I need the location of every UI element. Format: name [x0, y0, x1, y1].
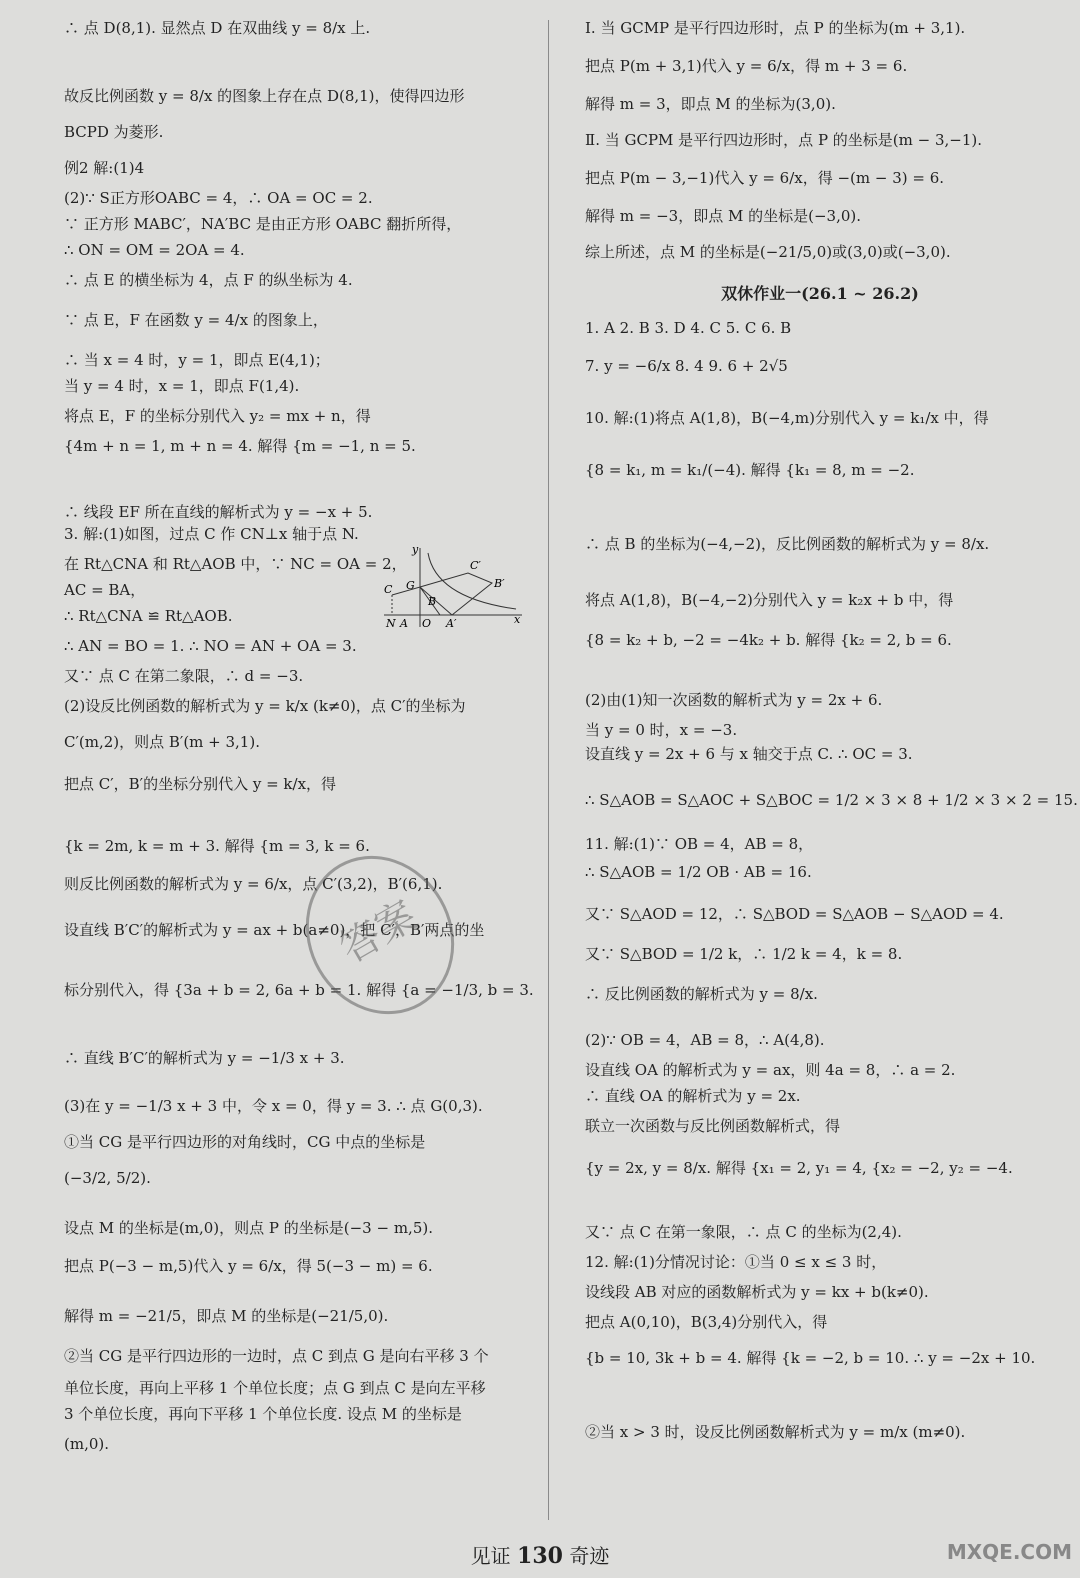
left-lines-text-line: ∴ Rt△CNA ≌ Rt△AOB. [64, 607, 233, 625]
left-lines-text-line: 3 个单位长度，再向下平移 1 个单位长度. 设点 M 的坐标是 [64, 1405, 462, 1423]
footer-suffix: 奇迹 [569, 1544, 610, 1568]
left-lines-text-line: ∴ 当 x = 4 时，y = 1，即点 E(4,1)； [64, 351, 330, 369]
right-lines-text-line: 又∵ S△BOD = 1/2 k，∴ 1/2 k = 4，k = 8. [585, 945, 903, 963]
left-lines-text-line: 解得 m = −21/5，即点 M 的坐标是(−21/5,0). [64, 1307, 389, 1325]
left-lines-text-line: ∴ AN = BO = 1. ∴ NO = AN + OA = 3. [64, 637, 357, 655]
site-watermark: MXQE.COM [946, 1540, 1072, 1564]
fig-label-n: N [386, 617, 396, 630]
page-footer [0, 1540, 1080, 1569]
left-lines-text-line: 又∵ 点 C 在第二象限，∴ d = −3. [64, 667, 304, 685]
right-lines-text-line: 设线段 AB 对应的函数解析式为 y = kx + b(k≠0). [585, 1283, 929, 1301]
left-lines-text-line: 则反比例函数的解析式为 y = 6/x，点 C′(3,2)，B′(6,1). [64, 875, 443, 893]
right-lines-text-line: ∴ S△AOB = S△AOC + S△BOC = 1/2 × 3 × 8 + 1/2 × 3 × 2 = 15. [585, 791, 1078, 809]
left-lines-text-line: 把点 P(−3 − m,5)代入 y = 6/x，得 5(−3 − m) = 6. [64, 1257, 433, 1275]
right-lines-text-line: 1. A 2. B 3. D 4. C 5. C 6. B [585, 319, 792, 337]
right-lines-text-line: 把点 P(m + 3,1)代入 y = 6/x，得 m + 3 = 6. [585, 57, 908, 75]
right-lines-text-line: 12. 解:(1)分情况讨论：①当 0 ≤ x ≤ 3 时， [585, 1253, 887, 1271]
fig-label-a-prime: A′ [446, 617, 457, 630]
right-lines-text-line: {b = 10, 3k + b = 4. 解得 {k = −2, b = 10. ∴ y = −2x + 10. [585, 1349, 1036, 1367]
right-lines-text-line: 又∵ S△AOD = 12，∴ S△BOD = S△AOB − S△AOD = 4. [585, 905, 1004, 923]
right-lines-text-line: 把点 A(0,10)，B(3,4)分别代入，得 [585, 1313, 828, 1331]
right-lines-text-line: 解得 m = 3，即点 M 的坐标为(3,0). [585, 95, 836, 113]
right-lines-text-line: 又∵ 点 C 在第一象限，∴ 点 C 的坐标为(2,4). [585, 1223, 902, 1241]
left-lines-text-line: 单位长度，再向上平移 1 个单位长度；点 G 到点 C 是向左平移 [64, 1379, 486, 1397]
left-lines-text-line: ∴ 点 D(8,1). 显然点 D 在双曲线 y = 8/x 上. [64, 19, 371, 37]
stamp-text: 答案 [332, 892, 425, 973]
left-lines-text-line: ∴ ON = OM = 2OA = 4. [64, 241, 245, 259]
fig-label-c-prime: C′ [470, 559, 481, 572]
left-lines-text-line: 标分别代入，得 {3a + b = 2, 6a + b = 1. 解得 {a = −1/3, b = 3. [64, 981, 534, 999]
left-lines-text-line: 当 y = 4 时，x = 1，即点 F(1,4). [64, 377, 300, 395]
right-lines-text-line: 7. y = −6/x 8. 4 9. 6 + 2√5 [585, 357, 788, 375]
left-lines-text-line: ∵ 点 E，F 在函数 y = 4/x 的图象上， [64, 311, 328, 329]
left-lines-text-line: BCPD 为菱形. [64, 123, 164, 141]
stamp-watermark [300, 835, 460, 1035]
fig-label-c: C [384, 583, 393, 596]
right-lines-text-line: 双休作业一(26.1 ~ 26.2) [721, 284, 919, 303]
fig-label-a: A [400, 617, 408, 630]
left-lines-text-line: 设直线 B′C′的解析式为 y = ax + b(a≠0)，把 C′，B′两点的坐 [64, 921, 485, 939]
right-lines-text-line: ∴ 点 B 的坐标为(−4,−2)，反比例函数的解析式为 y = 8/x. [585, 535, 990, 553]
fig-label-b-prime: B′ [494, 577, 505, 590]
right-lines-text-line: Ⅰ. 当 GCMP 是平行四边形时，点 P 的坐标为(m + 3,1). [585, 19, 966, 37]
right-lines-text-line: 解得 m = −3，即点 M 的坐标是(−3,0). [585, 207, 861, 225]
left-lines-text-line: (m,0). [64, 1435, 110, 1453]
fig-label-g: G [406, 579, 415, 592]
right-lines-text-line: ②当 x > 3 时，设反比例函数解析式为 y = m/x (m≠0). [585, 1423, 966, 1441]
right-lines-text-line: 设直线 y = 2x + 6 与 x 轴交于点 C. ∴ OC = 3. [585, 745, 913, 763]
left-lines-text-line: 把点 C′，B′的坐标分别代入 y = k/x，得 [64, 775, 337, 793]
right-lines-text-line: (2)∵ OB = 4，AB = 8，∴ A(4,8). [585, 1031, 825, 1049]
fig-label-x: x [514, 613, 521, 626]
left-lines-text-line: 故反比例函数 y = 8/x 的图象上存在点 D(8,1)，使得四边形 [64, 87, 465, 105]
left-lines-text-line: ∴ 线段 EF 所在直线的解析式为 y = −x + 5. [64, 503, 373, 521]
right-lines-text-line: 设直线 OA 的解析式为 y = ax，则 4a = 8，∴ a = 2. [585, 1061, 956, 1079]
left-lines-text-line: 例2 解:(1)4 [64, 159, 145, 177]
right-lines-text-line: 把点 P(m − 3,−1)代入 y = 6/x，得 −(m − 3) = 6. [585, 169, 945, 187]
left-lines-text-line: 设点 M 的坐标是(m,0)，则点 P 的坐标是(−3 − m,5). [64, 1219, 433, 1237]
left-lines-text-line: (2)∵ S正方形OABC = 4，∴ OA = OC = 2. [64, 189, 373, 207]
left-lines-text-line: (3)在 y = −1/3 x + 3 中，令 x = 0，得 y = 3. ∴ 点 G(0,3). [64, 1097, 483, 1115]
footer-prefix: 见证 [470, 1544, 511, 1568]
left-lines-text-line: (−3/2, 5/2). [64, 1169, 151, 1187]
right-lines-text-line: 10. 解:(1)将点 A(1,8)，B(−4,m)分别代入 y = k₁/x 中，得 [585, 409, 989, 427]
left-lines-text-line: ①当 CG 是平行四边形的对角线时，CG 中点的坐标是 [64, 1133, 426, 1151]
right-lines-text-line: {8 = k₁, m = k₁/(−4). 解得 {k₁ = 8, m = −2. [585, 461, 915, 479]
left-lines-text-line: 将点 E，F 的坐标分别代入 y₂ = mx + n，得 [64, 407, 371, 425]
left-lines-text-line: 3. 解:(1)如图，过点 C 作 CN⊥x 轴于点 N. [64, 525, 359, 543]
right-lines-text-line: 综上所述，点 M 的坐标是(−21/5,0)或(3,0)或(−3,0). [585, 243, 951, 261]
left-lines-text-line: {k = 2m, k = m + 3. 解得 {m = 3, k = 6. [64, 837, 370, 855]
left-lines-text-line: ∴ 直线 B′C′的解析式为 y = −1/3 x + 3. [64, 1049, 345, 1067]
right-lines-text-line: {8 = k₂ + b, −2 = −4k₂ + b. 解得 {k₂ = 2, b = 6. [585, 631, 952, 649]
fig-label-y: y [412, 543, 419, 556]
right-lines-text-line: 当 y = 0 时，x = −3. [585, 721, 738, 739]
left-lines-text-line: ∴ 点 E 的横坐标为 4，点 F 的纵坐标为 4. [64, 271, 353, 289]
right-lines-text-line: ∴ S△AOB = 1/2 OB · AB = 16. [585, 863, 812, 881]
page-number: 130 [517, 1543, 563, 1569]
fig-label-b: B [428, 595, 437, 608]
column-divider [548, 20, 549, 1520]
right-lines-text-line: {y = 2x, y = 8/x. 解得 {x₁ = 2, y₁ = 4, {x₂ = −2, y₂ = −4. [585, 1159, 1013, 1177]
right-lines-text-line: ∴ 反比例函数的解析式为 y = 8/x. [585, 985, 818, 1003]
right-lines-text-line: Ⅱ. 当 GCPM 是平行四边形时，点 P 的坐标是(m − 3,−1). [585, 131, 983, 149]
left-lines-text-line: {4m + n = 1, m + n = 4. 解得 {m = −1, n = 5. [64, 437, 416, 455]
right-lines-text-line: ∴ 直线 OA 的解析式为 y = 2x. [585, 1087, 801, 1105]
left-lines-text-line: 在 Rt△CNA 和 Rt△AOB 中，∵ NC = OA = 2， [64, 555, 407, 573]
left-lines-text-line: C′(m,2)，则点 B′(m + 3,1). [64, 733, 260, 751]
right-lines-text-line: 将点 A(1,8)，B(−4,−2)分别代入 y = k₂x + b 中，得 [585, 591, 954, 609]
right-lines-text-line: 11. 解:(1)∵ OB = 4，AB = 8， [585, 835, 814, 853]
left-lines-text-line: AC = BA， [64, 581, 146, 599]
left-lines-text-line: (2)设反比例函数的解析式为 y = k/x (k≠0)，点 C′的坐标为 [64, 697, 466, 715]
fig-label-o: O [422, 617, 432, 630]
right-lines-text-line: (2)由(1)知一次函数的解析式为 y = 2x + 6. [585, 691, 883, 709]
left-lines-text-line: ②当 CG 是平行四边形的一边时，点 C 到点 G 是向右平移 3 个 [64, 1347, 489, 1365]
left-lines-text-line: ∵ 正方形 MABC′，NA′BC 是由正方形 OABC 翻折所得， [64, 215, 462, 233]
right-lines-text-line: 联立一次函数与反比例函数解析式，得 [585, 1117, 841, 1135]
